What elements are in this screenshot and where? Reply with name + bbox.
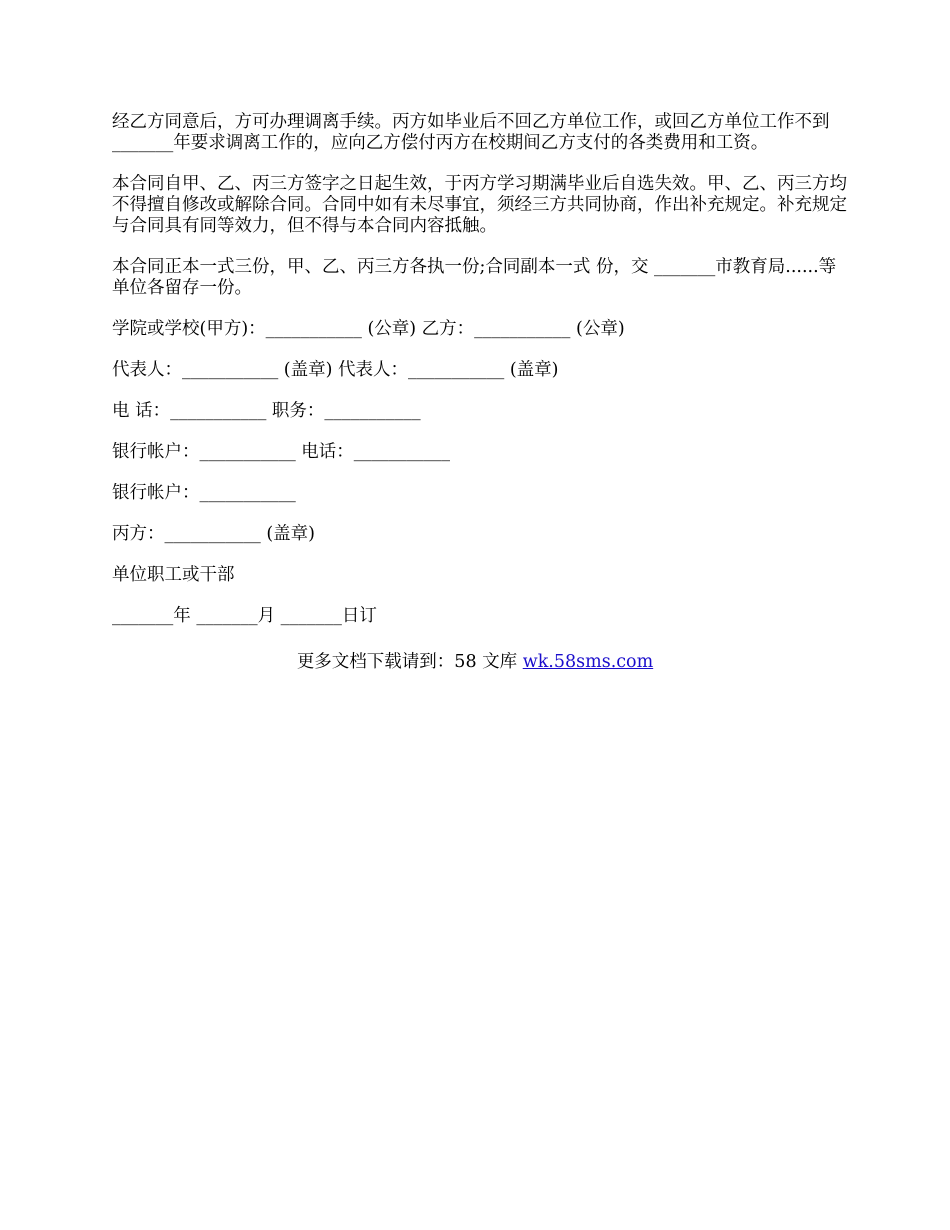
signature-line-bank: 银行帐户：___________ (112, 483, 296, 503)
paragraph-transfer-terms: 经乙方同意后，方可办理调离手续。丙方如毕业后不回乙方单位工作，或回乙方单位工作不到 _______年要求调离工作的，应向乙方偿付丙方在校期间乙方支付的各类费用和工资。 (112, 112, 830, 153)
footer-text: 更多文档下载请到：58 文库 (296, 652, 523, 672)
signature-line-phone-position: 电 话：___________ 职务：___________ (112, 401, 421, 421)
signature-line-party-a: 学院或学校(甲方)：___________ (公章) 乙方：___________ (公章) (112, 319, 625, 339)
paragraph-effectiveness: 本合同自甲、乙、丙三方签字之日起生效，于丙方学习期满毕业后自选失效。甲、乙、丙三方均不得擅自修改或解除合同。合同中如有未尽事宜，须经三方共同协商，作出补充规定。补充规定与合同具有同等效力，但不得与本合同内容抵触。 (112, 174, 847, 236)
signature-line-party-c: 丙方：___________ (盖章) (112, 524, 315, 544)
signature-line-representatives: 代表人：___________ (盖章) 代表人：___________ (盖章) (112, 360, 559, 380)
document-body (112, 112, 848, 647)
signature-line-staff: 单位职工或干部 (112, 565, 235, 585)
download-footer (0, 652, 950, 673)
signature-line-date: _______年 _______月 _______日订 (112, 606, 377, 626)
footer-link[interactable]: wk.58sms.com (522, 652, 654, 672)
paragraph-copies: 本合同正本一式三份，甲、乙、丙三方各执一份;合同副本一式 份，交 _______市教育局......等单位各留存一份。 (112, 257, 837, 298)
signature-line-bank-phone: 银行帐户：___________ 电话：___________ (112, 442, 451, 462)
